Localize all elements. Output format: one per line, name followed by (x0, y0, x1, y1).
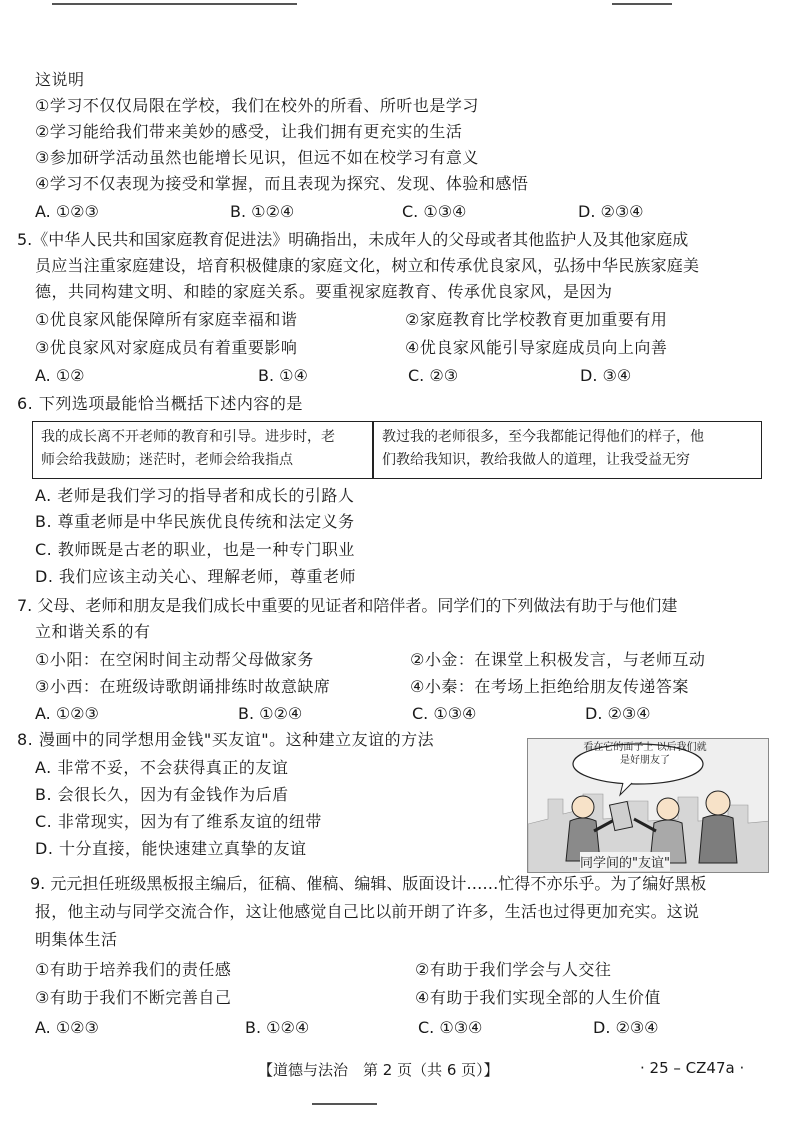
q7-item-2: ②小金：在课堂上积极发言，与老师互动 (410, 650, 706, 669)
q4-item-2: ②学习能给我们带来美妙的感受，让我们拥有更充实的生活 (35, 122, 463, 141)
q6-option-a: A. 老师是我们学习的指导者和成长的引路人 (35, 486, 355, 505)
quote-left-line-2: 师会给我鼓励；迷茫时，老师会给我指点 (41, 452, 293, 468)
q5-stem-line-2: 员应当注重家庭建设，培育积极健康的家庭文化，树立和传承优良家风，弘扬中华民族家庭美 (35, 256, 700, 275)
quote-left-line-1: 我的成长离不开老师的教育和引导。进步时，老 (41, 429, 335, 445)
q6-option-d: D. 我们应该主动关心、理解老师，尊重老师 (35, 567, 356, 586)
q4-option-c: C. ①③④ (402, 202, 467, 221)
q5-option-c: C. ②③ (408, 366, 459, 385)
q5-item-2: ②家庭教育比学校教育更加重要有用 (405, 310, 668, 329)
q7-option-d: D. ②③④ (585, 704, 651, 723)
q4-stem: 这说明 (35, 70, 85, 89)
q7-option-b: B. ①②④ (238, 704, 303, 723)
q6-option-c: C. 教师既是古老的职业，也是一种专门职业 (35, 540, 355, 559)
quote-right-line-1: 教过我的老师很多，至今我都能记得他们的样子，他 (382, 429, 704, 445)
q7-item-4: ④小秦：在考场上拒绝给朋友传递答案 (410, 677, 689, 696)
q7-option-a: A. ①②③ (35, 704, 99, 723)
q9-option-d: D. ②③④ (593, 1018, 659, 1037)
q7-stem-line-1: 7. 父母、老师和朋友是我们成长中重要的见证者和陪伴者。同学们的下列做法有助于与他们建 (17, 596, 678, 615)
q7-item-3: ③小西：在班级诗歌朗诵排练时故意缺席 (35, 677, 331, 696)
bottom-rule (312, 1103, 377, 1105)
q8-option-d: D. 十分直接，能快速建立真挚的友谊 (35, 839, 307, 858)
q7-option-c: C. ①③④ (412, 704, 477, 723)
q7-stem-line-2: 立和谐关系的有 (35, 622, 151, 641)
q4-item-3: ③参加研学活动虽然也能增长见识，但远不如在校学习有意义 (35, 148, 479, 167)
q7-item-1: ①小阳：在空闲时间主动帮父母做家务 (35, 650, 314, 669)
cartoon-caption: 同学间的"友谊" (580, 852, 670, 871)
quote-right-line-2: 们教给我知识，教给我做人的道理，让我受益无穷 (382, 452, 690, 468)
q6-stem: 6. 下列选项最能恰当概括下述内容的是 (17, 394, 303, 413)
q5-item-3: ③优良家风对家庭成员有着重要影响 (35, 338, 298, 357)
q9-item-2: ②有助于我们学会与人交往 (415, 960, 612, 979)
top-rule (52, 3, 297, 5)
q4-item-4: ④学习不仅表现为接受和掌握，而且表现为探究、发现、体验和感悟 (35, 174, 529, 193)
q9-stem-line-2: 报，他主动与同学交流合作，这让他感觉自己比以前开朗了许多，生活也过得更加充实。这说 (35, 902, 700, 921)
page-footer: 【道德与法治 第 2 页（共 6 页）】 (258, 1061, 499, 1079)
q9-option-c: C. ①③④ (418, 1018, 483, 1037)
q5-item-1: ①优良家风能保障所有家庭幸福和谐 (35, 310, 298, 329)
q5-option-b: B. ①④ (258, 366, 308, 385)
q9-stem-line-1: 9. 元元担任班级黑板报主编后，征稿、催稿、编辑、版面设计……忙得不亦乐乎。为了编好黑板 (30, 874, 707, 893)
q4-option-b: B. ①②④ (230, 202, 295, 221)
q9-item-1: ①有助于培养我们的责任感 (35, 960, 232, 979)
q4-option-a: A. ①②③ (35, 202, 99, 221)
q8-option-b: B. 会很长久，因为有金钱作为后盾 (35, 785, 289, 804)
q9-item-3: ③有助于我们不断完善自己 (35, 988, 232, 1007)
paper-code: · 25 – CZ47a · (640, 1059, 745, 1077)
q5-option-a: A. ①② (35, 366, 85, 385)
q8-option-c: C. 非常现实，因为有了维系友谊的纽带 (35, 812, 322, 831)
q6-quote-box (32, 421, 762, 479)
q5-item-4: ④优良家风能引导家庭成员向上向善 (405, 338, 668, 357)
q6-option-b: B. 尊重老师是中华民族优良传统和法定义务 (35, 512, 355, 531)
q4-item-1: ①学习不仅仅局限在学校，我们在校外的所看、所听也是学习 (35, 96, 479, 115)
q9-stem-line-3: 明集体生活 (35, 930, 118, 949)
q9-option-b: B. ①②④ (245, 1018, 310, 1037)
quote-box-divider (372, 422, 374, 478)
q9-item-4: ④有助于我们实现全部的人生价值 (415, 988, 661, 1007)
q5-stem-line-1: 5.《中华人民共和国家庭教育促进法》明确指出，未成年人的父母或者其他监护人及其他家庭成 (17, 230, 689, 249)
q5-stem-line-3: 德，共同构建文明、和睦的家庭关系。要重视家庭教育、传承优良家风，是因为 (35, 282, 613, 301)
q8-option-a: A. 非常不妥，不会获得真正的友谊 (35, 758, 289, 777)
q5-option-d: D. ③④ (580, 366, 632, 385)
cartoon-speech-bubble: 看在它的面子上 以后我们就是好朋友了 (583, 742, 707, 766)
q8-stem: 8. 漫画中的同学想用金钱"买友谊"。这种建立友谊的方法 (17, 730, 435, 749)
q4-option-d: D. ②③④ (578, 202, 644, 221)
q9-option-a: A. ①②③ (35, 1018, 99, 1037)
top-rule-right (612, 3, 672, 5)
